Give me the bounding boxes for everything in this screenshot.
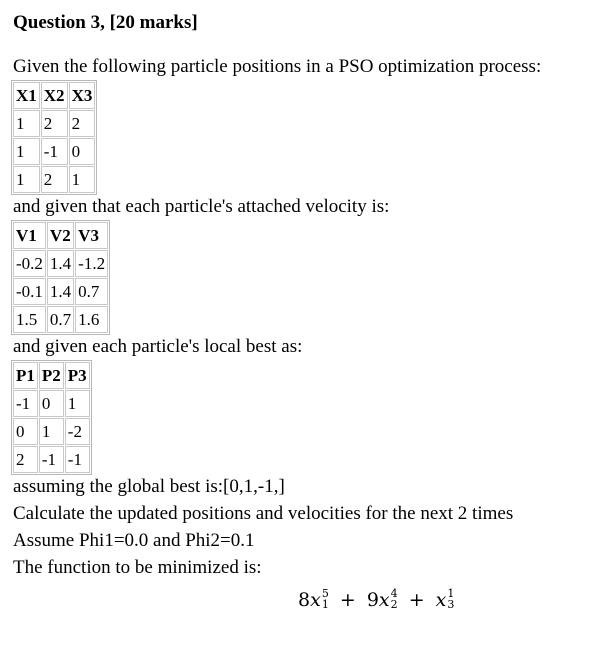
table-cell: 1 <box>13 138 40 165</box>
term-subscript: 2 <box>390 598 398 611</box>
table-cell: 1.4 <box>47 250 74 277</box>
table-cell: -0.2 <box>13 250 46 277</box>
column-header: V3 <box>75 222 108 249</box>
table-cell: 0 <box>69 138 96 165</box>
term-coefficient: 9 <box>366 589 379 611</box>
formula-term <box>361 589 404 611</box>
table-cell: 1 <box>13 110 40 137</box>
function-text: The function to be minimized is: <box>13 557 262 578</box>
table-cell: 0.7 <box>75 278 108 305</box>
table-row <box>13 166 95 193</box>
table-cell: 1 <box>65 390 90 417</box>
formula-term <box>430 589 455 611</box>
table-cell: 0 <box>13 418 38 445</box>
table-cell: 2 <box>41 110 68 137</box>
table-row <box>13 418 90 445</box>
term-indices <box>447 588 454 610</box>
table-cell: 2 <box>41 166 68 193</box>
column-header: P2 <box>39 362 64 389</box>
local-best-table <box>11 360 92 475</box>
term-exponent: 4 <box>390 587 398 600</box>
question-document <box>13 10 598 580</box>
table-header-row <box>13 362 90 389</box>
intro-text: Given the following particle positions in a PSO optimization process: <box>13 56 542 77</box>
term-subscript: 1 <box>321 598 329 611</box>
term-indices <box>391 588 398 610</box>
table-cell: -1 <box>13 390 38 417</box>
table-cell: -1 <box>65 446 90 473</box>
column-header: P3 <box>65 362 90 389</box>
table-row <box>13 306 108 333</box>
table-row <box>13 446 90 473</box>
plus-operator: + <box>408 589 425 611</box>
positions-table <box>11 80 97 195</box>
column-header: V2 <box>47 222 74 249</box>
spacer <box>13 36 598 55</box>
formula-term <box>298 589 335 611</box>
table-cell: 1.4 <box>47 278 74 305</box>
column-header: X2 <box>41 82 68 109</box>
velocity-text: and given that each particle's attached velocity is: <box>13 196 390 217</box>
table-cell: -1.2 <box>75 250 108 277</box>
assume-text: Assume Phi1=0.0 and Phi2=0.1 <box>13 530 255 551</box>
local-best-text: and given each particle's local best as: <box>13 336 303 357</box>
calculate-text: Calculate the updated positions and velocities for the next 2 times <box>13 503 514 524</box>
column-header: X1 <box>13 82 40 109</box>
column-header: X3 <box>69 82 96 109</box>
table-row <box>13 138 95 165</box>
term-variable: x <box>435 589 447 611</box>
table-cell: 1.6 <box>75 306 108 333</box>
table-cell: 2 <box>69 110 96 137</box>
term-exponent: 5 <box>321 587 329 600</box>
table-cell: 0.7 <box>47 306 74 333</box>
objective-formula <box>298 589 454 612</box>
term-exponent: 1 <box>447 587 455 600</box>
term-variable: x <box>378 589 390 611</box>
term-subscript: 3 <box>447 598 455 611</box>
term-indices <box>322 588 329 610</box>
velocities-table <box>11 220 110 335</box>
table-header-row <box>13 222 108 249</box>
term-variable: x <box>310 589 321 611</box>
table-row <box>13 250 108 277</box>
table-row <box>13 110 95 137</box>
table-cell: 2 <box>13 446 38 473</box>
table-cell: 1 <box>39 418 64 445</box>
table-row <box>13 278 108 305</box>
table-cell: 1.5 <box>13 306 46 333</box>
table-row <box>13 390 90 417</box>
table-cell: 0 <box>39 390 64 417</box>
column-header: V1 <box>13 222 46 249</box>
term-coefficient: 8 <box>298 589 311 611</box>
table-cell: -1 <box>41 138 68 165</box>
table-cell: -1 <box>39 446 64 473</box>
question-title: Question 3, [20 marks] <box>13 12 198 33</box>
table-header-row <box>13 82 95 109</box>
global-best-text: assuming the global best is:[0,1,-1,] <box>13 476 285 497</box>
table-cell: 1 <box>13 166 40 193</box>
plus-operator: + <box>339 589 356 611</box>
column-header: P1 <box>13 362 38 389</box>
table-cell: -0.1 <box>13 278 46 305</box>
table-cell: 1 <box>69 166 96 193</box>
table-cell: -2 <box>65 418 90 445</box>
